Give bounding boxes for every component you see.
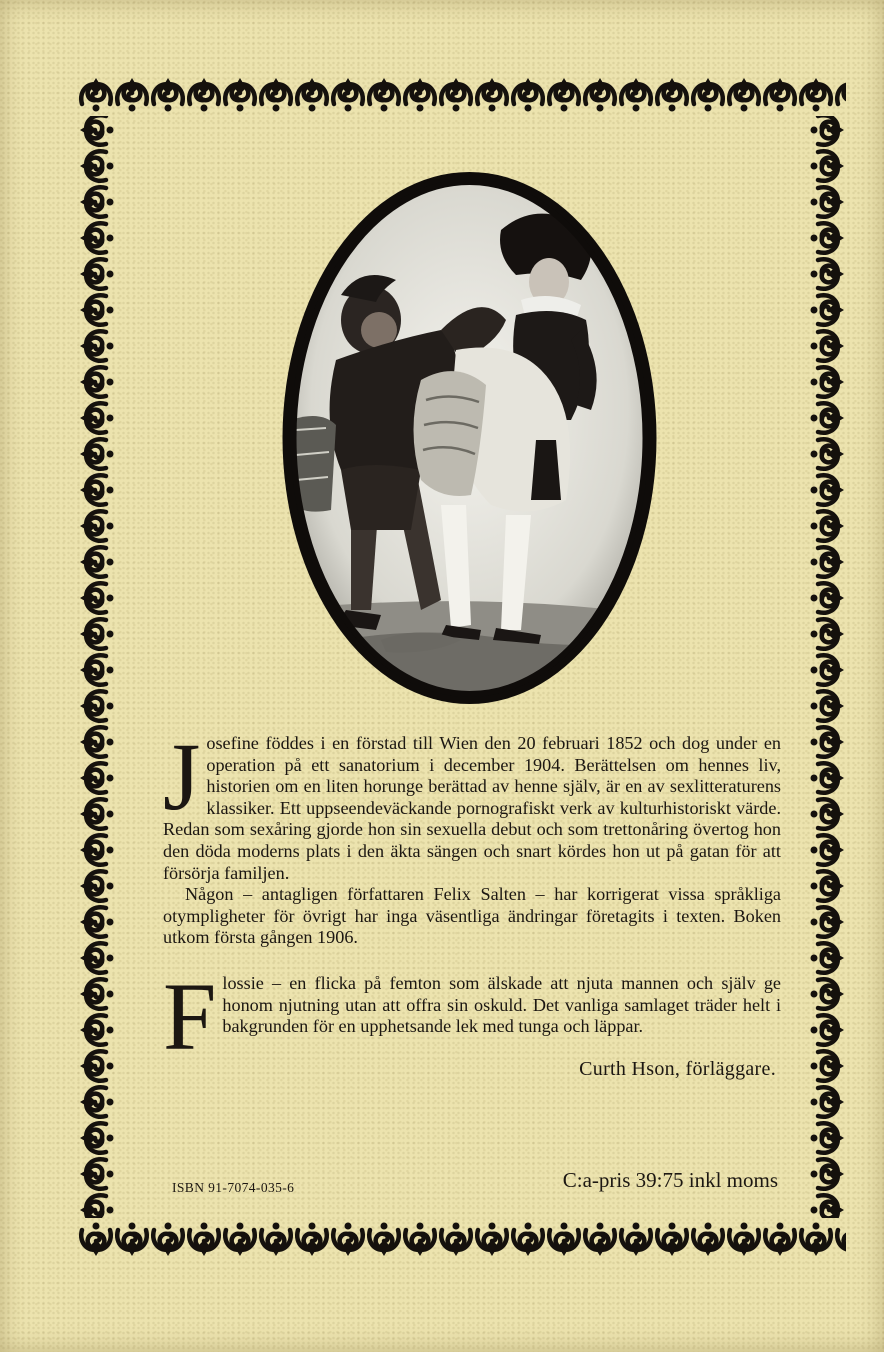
- blurb-josefine: [163, 723, 781, 949]
- blurb-paragraph-2: Någon – antagligen författaren Felix Salten – har korrigerat vissa språkliga otympligheter för övrigt har inga väsentliga ändringar företagits i texten. Boken utkom första gången 1906.: [163, 884, 781, 948]
- blurb-paragraph-3: lossie – en flicka på femton som älskade att njuta mannen och själv ge honom njutning utan att offra sin oskuld. Det vanliga samlaget träder helt i bakgrunden för en upphetsande lek med tunga och läppar.: [222, 973, 781, 1037]
- isbn-number: ISBN 91-7074-035-6: [172, 1180, 295, 1195]
- publisher-signature: Curth Hson, förläggare.: [579, 1058, 776, 1080]
- drop-cap-j: J: [163, 723, 201, 830]
- drop-cap-f: F: [163, 963, 217, 1070]
- oval-portrait-illustration: [281, 170, 658, 706]
- price-label: C:a-pris 39:75 inkl moms: [562, 1168, 778, 1192]
- blurb-paragraph-1: osefine föddes i en förstad till Wien den 20 februari 1852 och dog under en operation på ett sanatorium i december 1904. Berättelsen om hennes liv, historien om en liten horunge berättad av henne själv, är en av sexlitteraturens klassiker. Ett uppseendeväckande pornografiskt verk av kulturhistoriskt värde. Redan som sexåring gjorde hon sin sexuella debut och som trettonåring övertog hon den döda moderns plats i den äkta sängen och snart kördes hon ut på gatan för att försörja familjen.: [163, 733, 781, 883]
